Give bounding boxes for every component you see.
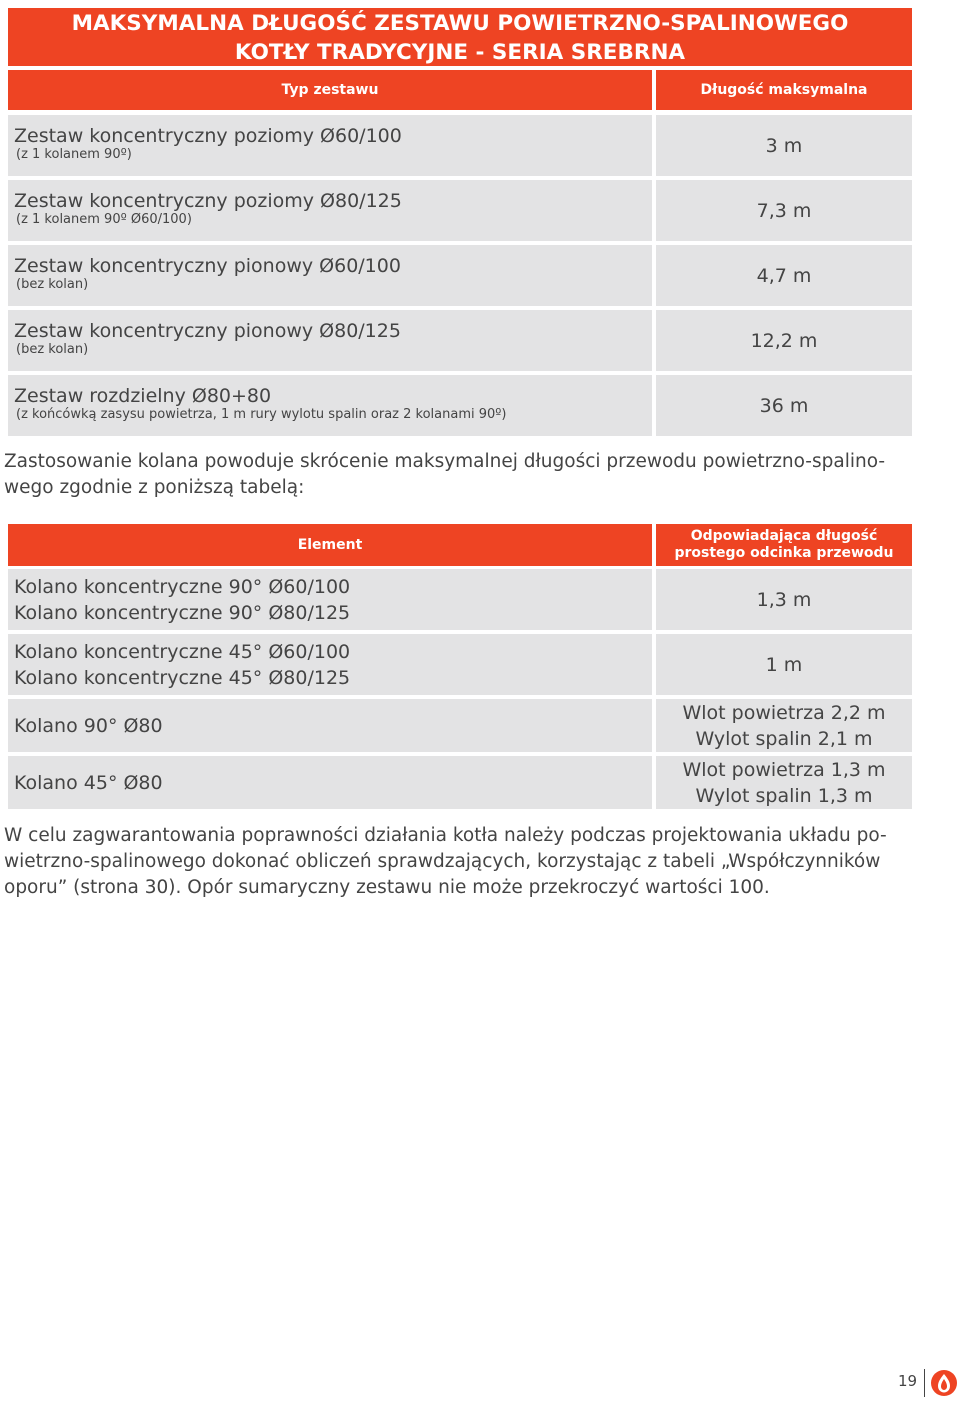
row-value-cell (656, 634, 912, 695)
intro-paragraph (4, 449, 934, 501)
header-equivalent-line2: prostego odcinka przewodu (674, 545, 894, 561)
element-line1: Kolano 45° Ø80 (14, 771, 163, 794)
header-type (8, 70, 652, 110)
row-value: 1 m (765, 653, 803, 676)
table-row (8, 115, 652, 176)
table-row (8, 180, 652, 241)
element-line1: Kolano 90° Ø80 (14, 714, 163, 737)
row-value: 3 m (765, 134, 803, 157)
note-line1: W celu zagwarantowania poprawności działania kotła należy podczas projektowania układu po- (4, 825, 887, 846)
note-line2: wietrzno-spalinowego dokonać obliczeń sprawdzających, korzystając z tabeli „Współczynników (4, 851, 881, 872)
header-type-label: Typ zestawu (281, 82, 379, 98)
header-element-label: Element (297, 537, 363, 553)
note-paragraph (4, 823, 934, 901)
row-value: 12,2 m (750, 329, 818, 352)
row-value-line1: Wlot powietrza 2,2 m (682, 701, 886, 724)
table-row (8, 699, 652, 752)
row-value-cell (656, 245, 912, 306)
row-value-cell (656, 310, 912, 371)
table-row (8, 756, 652, 809)
row-note: (bez kolan) (16, 342, 89, 357)
row-name: Zestaw rozdzielny Ø80+80 (14, 385, 272, 407)
row-name: Zestaw koncentryczny pionowy Ø80/125 (14, 320, 401, 342)
header-equivalent-line1: Odpowiadająca długość (690, 528, 878, 544)
page-title-line2: KOTŁY TRADYCYJNE - SERIA SREBRNA (234, 40, 686, 65)
element-line2: Kolano koncentryczne 90° Ø80/125 (14, 602, 351, 624)
flame-drop-logo-icon (930, 1369, 958, 1397)
row-value-cell (656, 569, 912, 630)
row-value-line1: Wlot powietrza 1,3 m (682, 758, 886, 781)
element-line1: Kolano koncentryczne 90° Ø60/100 (14, 576, 351, 598)
page-number: 19 (898, 1372, 918, 1390)
header-length-label: Długość maksymalna (700, 82, 868, 98)
page-title-line1: MAKSYMALNA DŁUGOŚĆ ZESTAWU POWIETRZNO-SPALINOWEGO (71, 11, 849, 36)
header-element (8, 524, 652, 566)
row-note: (bez kolan) (16, 277, 89, 292)
row-value: 4,7 m (756, 264, 812, 287)
row-value-cell (656, 699, 912, 752)
page-title (8, 8, 912, 66)
note-line3: oporu” (strona 30). Opór sumaryczny zestawu nie może przekroczyć wartości 100. (4, 877, 770, 898)
row-name: Zestaw koncentryczny poziomy Ø60/100 (14, 125, 402, 147)
table-row (8, 310, 652, 371)
row-value-cell (656, 375, 912, 436)
table-row (8, 634, 652, 695)
header-equivalent (656, 524, 912, 566)
row-name: Zestaw koncentryczny poziomy Ø80/125 (14, 190, 402, 212)
row-note: (z 1 kolanem 90º) (16, 147, 132, 162)
row-value-line2: Wylot spalin 1,3 m (695, 784, 873, 807)
element-line1: Kolano koncentryczne 45° Ø60/100 (14, 641, 351, 663)
row-note: (z końcówką zasysu powietrza, 1 m rury wylotu spalin oraz 2 kolanami 90º) (16, 407, 507, 422)
intro-line1: Zastosowanie kolana powoduje skrócenie maksymalnej długości przewodu powietrzno-spalino- (4, 451, 886, 472)
table-row (8, 569, 652, 630)
row-value-line2: Wylot spalin 2,1 m (695, 727, 873, 750)
row-note: (z 1 kolanem 90º Ø60/100) (16, 212, 192, 227)
row-value: 36 m (759, 394, 809, 417)
row-value: 1,3 m (756, 588, 812, 611)
element-line2: Kolano koncentryczne 45° Ø80/125 (14, 667, 351, 689)
footer-divider (924, 1369, 925, 1397)
header-length (656, 70, 912, 110)
table-row (8, 245, 652, 306)
row-value-cell (656, 756, 912, 809)
row-value-cell (656, 115, 912, 176)
row-value-cell (656, 180, 912, 241)
row-value: 7,3 m (756, 199, 812, 222)
intro-line2: wego zgodnie z poniższą tabelą: (4, 477, 305, 498)
table-row (8, 375, 652, 436)
row-name: Zestaw koncentryczny pionowy Ø60/100 (14, 255, 401, 277)
